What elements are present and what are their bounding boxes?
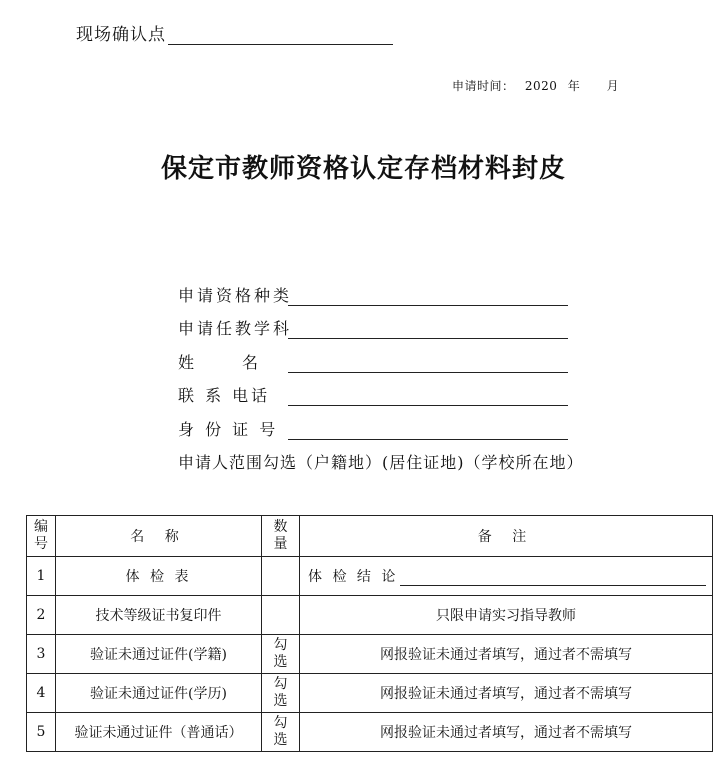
table-row [27, 635, 713, 674]
table-row [27, 596, 713, 635]
row-count-checkbox[interactable]: 勾选 [262, 674, 300, 713]
phone-label: 联 系 电话 [178, 386, 271, 405]
row-number: 3 [27, 635, 56, 674]
form-row-id-number [178, 406, 584, 440]
phone-line[interactable] [288, 383, 568, 406]
row-count[interactable] [262, 596, 300, 635]
form-row-subject [178, 306, 584, 340]
table-row [27, 674, 713, 713]
site-confirm-field [76, 20, 393, 45]
qualification-type-line[interactable] [288, 283, 568, 306]
subject-line[interactable] [288, 316, 568, 339]
row-remark: 网报验证未通过者填写，通过者不需填写 [300, 713, 713, 752]
apply-time [452, 77, 625, 94]
remark-fill-line[interactable] [400, 569, 706, 586]
row-name: 验证未通过证件(学籍) [56, 635, 262, 674]
subject-label: 申请任教学科 [178, 319, 293, 338]
row-number: 4 [27, 674, 56, 713]
row-remark: 只限申请实习指导教师 [300, 596, 713, 635]
site-confirm-label: 现场确认点 [76, 25, 166, 45]
row-remark [300, 557, 713, 596]
header-count: 数量 [262, 516, 300, 557]
header-remark: 备 注 [300, 516, 713, 557]
qualification-type-label: 申请资格种类 [178, 285, 293, 305]
row-name: 验证未通过证件（普通话） [56, 713, 262, 752]
site-confirm-input-line[interactable] [168, 26, 393, 45]
scope-text[interactable]: 申请人范围勾选（户籍地）(居住证地)（学校所在地） [178, 453, 584, 472]
row-remark: 网报验证未通过者填写，通过者不需填写 [300, 635, 713, 674]
row-name: 验证未通过证件(学历) [56, 674, 262, 713]
apply-year: 2020 [524, 79, 558, 93]
row-remark: 网报验证未通过者填写，通过者不需填写 [300, 674, 713, 713]
row-number: 1 [27, 557, 56, 596]
table-row [27, 713, 713, 752]
name-label: 姓 名 [178, 352, 259, 372]
row-count[interactable] [262, 557, 300, 596]
row-name: 体 检 表 [56, 557, 262, 596]
row-count-checkbox[interactable]: 勾选 [262, 635, 300, 674]
apply-time-label: 申请时间： [452, 79, 515, 93]
header-number: 编号 [27, 516, 56, 557]
id-number-line[interactable] [288, 417, 568, 440]
year-unit: 年 [567, 79, 581, 93]
form-row-name [178, 339, 584, 373]
form-row-scope [178, 440, 584, 474]
row-number: 5 [27, 713, 56, 752]
row-count-checkbox[interactable]: 勾选 [262, 713, 300, 752]
page-title: 保定市教师资格认定存档材料封皮 [160, 154, 566, 184]
materials-table [26, 515, 713, 752]
month-unit: 月 [606, 79, 620, 93]
row-number: 2 [27, 596, 56, 635]
id-number-label: 身 份 证 号 [178, 419, 279, 439]
row-name: 技术等级证书复印件 [56, 596, 262, 635]
form-row-phone [178, 373, 584, 407]
header-name: 名 称 [56, 516, 262, 557]
form-row-qualification-type [178, 272, 584, 306]
table-header-row [27, 516, 713, 557]
applicant-form [178, 272, 584, 473]
name-line[interactable] [288, 350, 568, 373]
table-row [27, 557, 713, 596]
remark-label: 体 检 结 论 [308, 569, 399, 585]
